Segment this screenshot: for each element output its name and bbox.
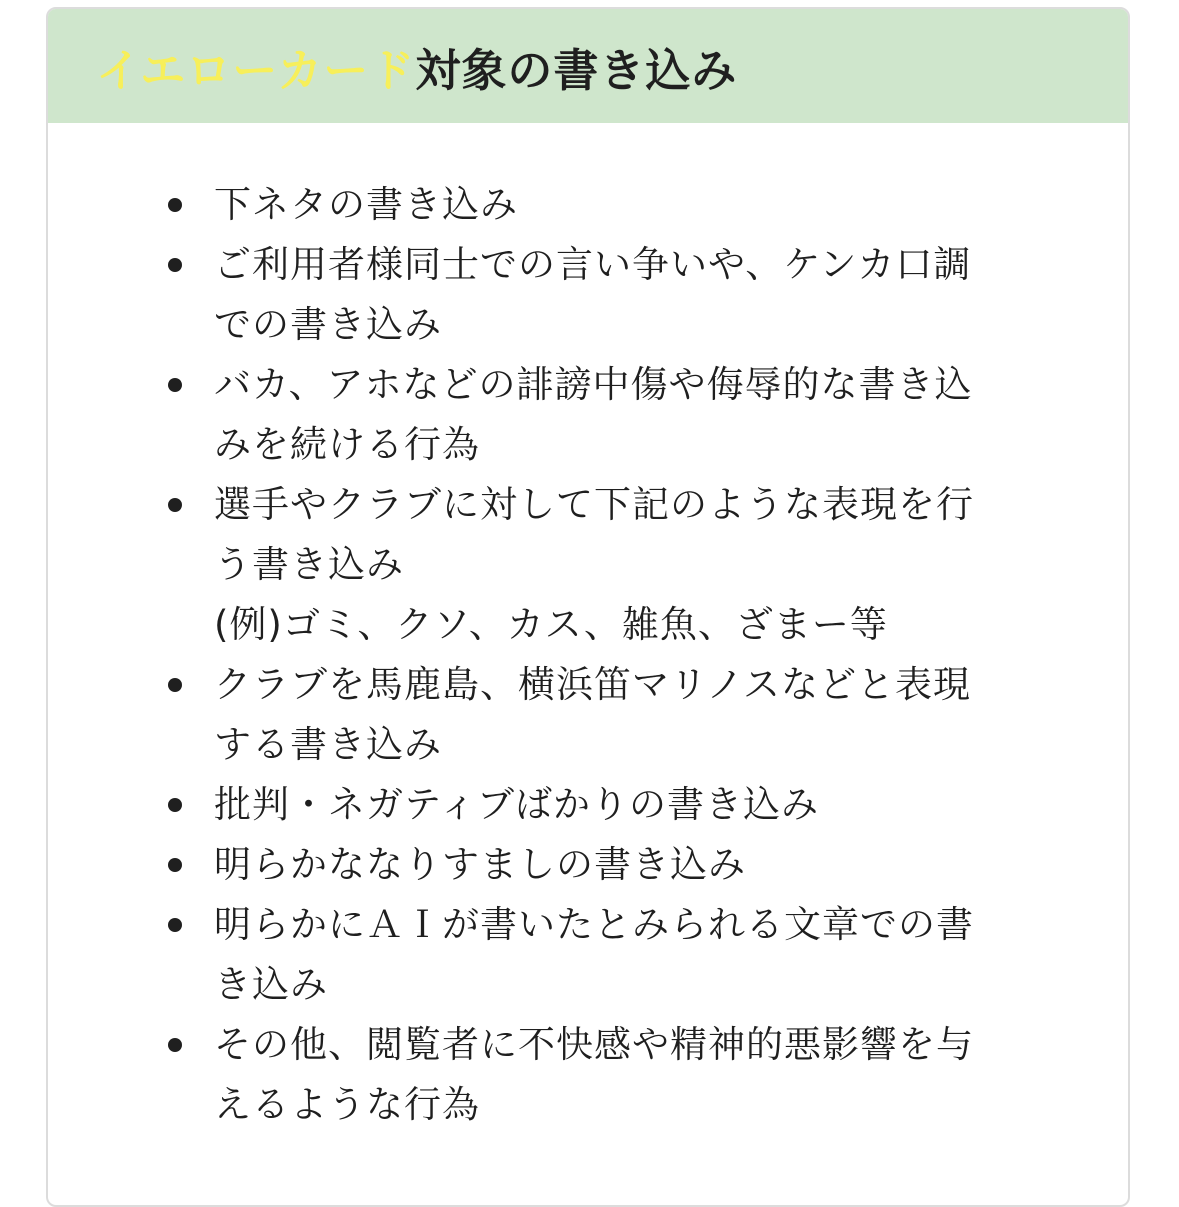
bullet-icon	[168, 378, 182, 392]
bullet-icon	[168, 258, 182, 272]
bullet-icon	[168, 798, 182, 812]
title-accent: イエローカード	[96, 43, 416, 97]
rules-card	[46, 7, 1130, 1207]
list-item	[48, 235, 1128, 355]
rule-text: き込み	[214, 963, 328, 1006]
rule-text: バカ、アホなどの誹謗中傷や侮辱的な書き込	[214, 363, 973, 406]
list-item	[48, 835, 1128, 895]
bullet-icon	[168, 198, 182, 212]
rule-text: ご利用者様同士での言い争いや、ケンカ口調	[214, 243, 972, 286]
card-title	[96, 34, 737, 99]
rule-text: 明らかななりすましの書き込み	[214, 843, 746, 886]
rule-text: えるような行為	[214, 1083, 480, 1126]
card-header	[48, 9, 1128, 123]
rule-text: 明らかにＡＩが書いたとみられる文章での書	[214, 903, 974, 946]
rule-text: 選手やクラブに対して下記のような表現を行	[214, 483, 974, 526]
title-rest: 対象の書き込み	[415, 43, 738, 97]
rule-text: する書き込み	[214, 723, 442, 766]
rule-text: その他、閲覧者に不快感や精神的悪影響を与	[214, 1023, 974, 1066]
rule-text: 下ネタの書き込み	[214, 183, 518, 226]
bullet-icon	[168, 1038, 182, 1052]
rule-list	[48, 123, 1128, 1135]
bullet-icon	[168, 918, 182, 932]
list-item	[48, 775, 1128, 835]
rule-text: での書き込み	[214, 303, 442, 346]
list-item	[48, 175, 1128, 235]
list-item	[48, 475, 1128, 655]
bullet-icon	[168, 678, 182, 692]
list-item	[48, 895, 1128, 1015]
rule-text: 批判・ネガティブばかりの書き込み	[214, 783, 820, 826]
bullet-icon	[168, 498, 182, 512]
rule-example: (例)ゴミ、クソ、カス、雑魚、ざまー等	[214, 603, 888, 646]
rule-text: う書き込み	[214, 543, 404, 586]
list-item	[48, 1015, 1128, 1135]
list-item	[48, 655, 1128, 775]
bullet-icon	[168, 858, 182, 872]
list-item	[48, 355, 1128, 475]
rule-text: みを続ける行為	[214, 423, 480, 466]
rule-text: クラブを馬鹿島、横浜笛マリノスなどと表現	[214, 663, 972, 706]
